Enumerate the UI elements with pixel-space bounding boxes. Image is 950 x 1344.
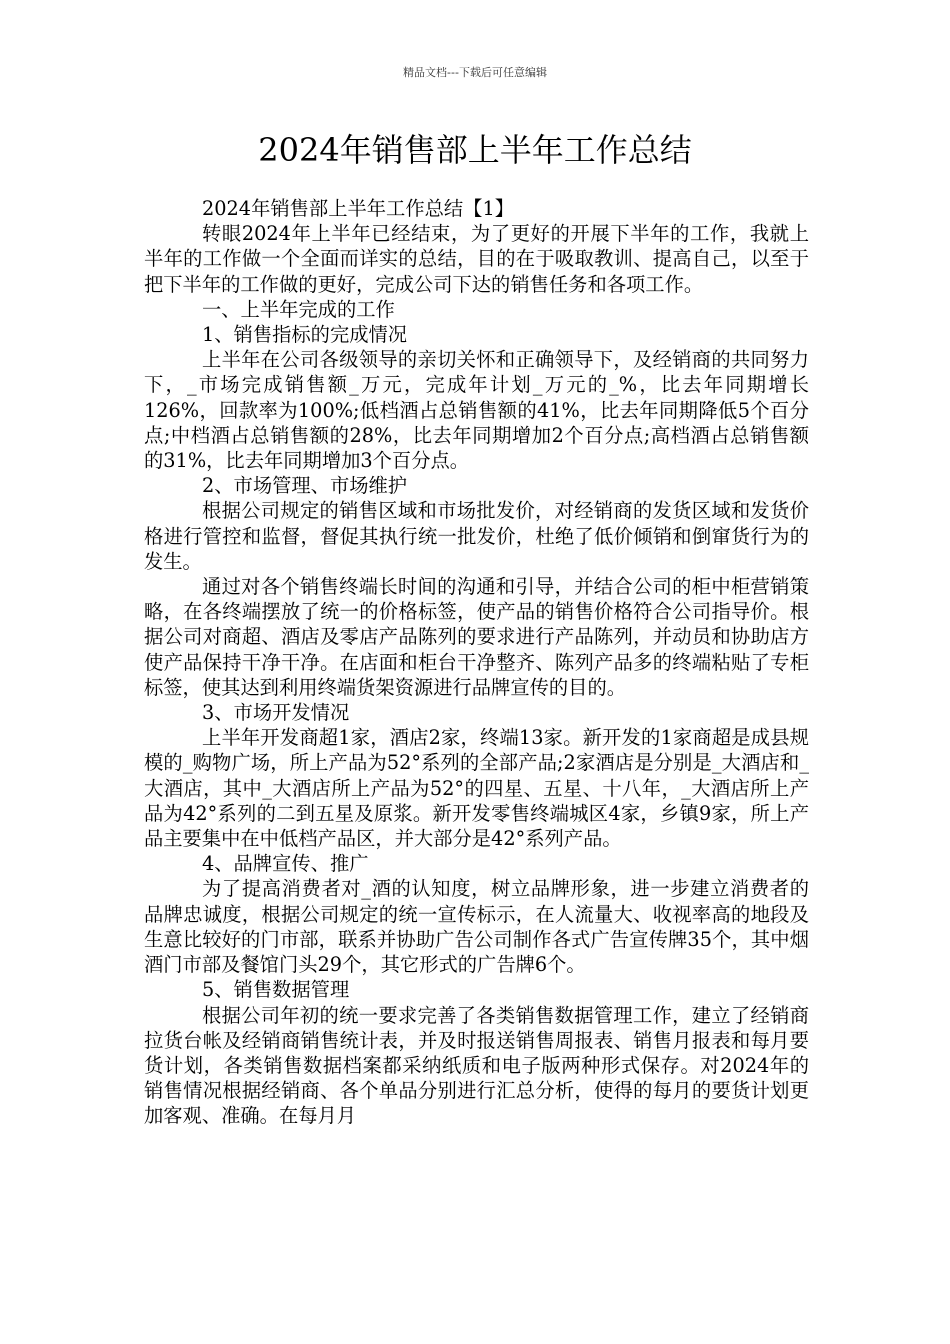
market-management-paragraph: 根据公司规定的销售区域和市场批发价，对经销商的发货区域和发货价格进行管控和监督，督促其执行统一批发价，杜绝了低价倾销和倒窜货行为的发生。 <box>144 499 809 573</box>
sales-target-paragraph: 上半年在公司各级领导的亲切关怀和正确领导下，及经销商的共同努力下，_市场完成销售额_万元，完成年计划_万元的_%，比去年同期增长126%，回款率为100%;低档酒占总销售额的41%，比去年同期降低5个百分点;中档酒占总销售额的28%，比去年同期增加2个百分点;高档酒占总销售额的31%，比去年同期增加3个百分点。 <box>144 348 809 473</box>
document-body <box>144 196 809 1129</box>
document-title: 2024年销售部上半年工作总结 <box>258 131 692 169</box>
market-development-paragraph: 上半年开发商超1家，酒店2家，终端13家。新开发的1家商超是成县规模的_购物广场，所上产品为52°系列的全部产品;2家酒店是分别是_大酒店和_大酒店，其中_大酒店所上产品为52°的四星、五星、十八年，_大酒店所上产品为42°系列的二到五星及原浆。新开发零售终端城区4家，乡镇9家，所上产品主要集中在中低档产品区，并大部分是42°系列产品。 <box>144 726 809 851</box>
brand-promotion-paragraph: 为了提高消费者对_酒的认知度，树立品牌形象，进一步建立消费者的品牌忠诚度，根据公司规定的统一宣传标示，在人流量大、收视率高的地段及生意比较好的门市部，联系并协助广告公司制作各式广告宣传牌35个，其中烟酒门市部及餐馆门头29个，其它形式的广告牌6个。 <box>144 877 809 977</box>
subtitle-paragraph: 2024年销售部上半年工作总结【1】 <box>202 197 514 220</box>
intro-paragraph: 转眼2024年上半年已经结束，为了更好的开展下半年的工作，我就上半年的工作做一个全面而详实的总结，目的在于吸取教训、提高自己，以至于把下半年的工作做的更好，完成公司下达的销售任务和各项工作。 <box>144 222 809 296</box>
sales-data-paragraph: 根据公司年初的统一要求完善了各类销售数据管理工作，建立了经销商拉货台帐及经销商销售统计表，并及时报送销售周报表、销售月报表和每月要货计划，各类销售数据档案都采纳纸质和电子版两种形式保存。对2024年的销售情况根据经销商、各个单品分别进行汇总分析，使得的每月的要货计划更加客观、准确。在每月月 <box>144 1003 809 1128</box>
subsection-heading-1: 1、销售指标的完成情况 <box>202 323 408 347</box>
section-heading-1: 一、上半年完成的工作 <box>202 297 395 321</box>
subsection-heading-5: 5、销售数据管理 <box>202 978 350 1002</box>
page-header: 精品文档---下载后可任意编辑 <box>403 66 547 79</box>
terminal-guidance-paragraph: 通过对各个销售终端长时间的沟通和引导，并结合公司的柜中柜营销策略，在各终端摆放了统一的价格标签，使产品的销售价格符合公司指导价。根据公司对商超、酒店及零店产品陈列的要求进行产品陈列，并动员和协助店方使产品保持干净干净。在店面和柜台干净整齐、陈列产品多的终端粘贴了专柜标签，使其达到利用终端货架资源进行品牌宣传的目的。 <box>144 575 809 699</box>
subsection-heading-4: 4、品牌宣传、推广 <box>202 852 369 876</box>
subsection-heading-3: 3、市场开发情况 <box>202 701 350 725</box>
subsection-heading-2: 2、市场管理、市场维护 <box>202 474 408 498</box>
